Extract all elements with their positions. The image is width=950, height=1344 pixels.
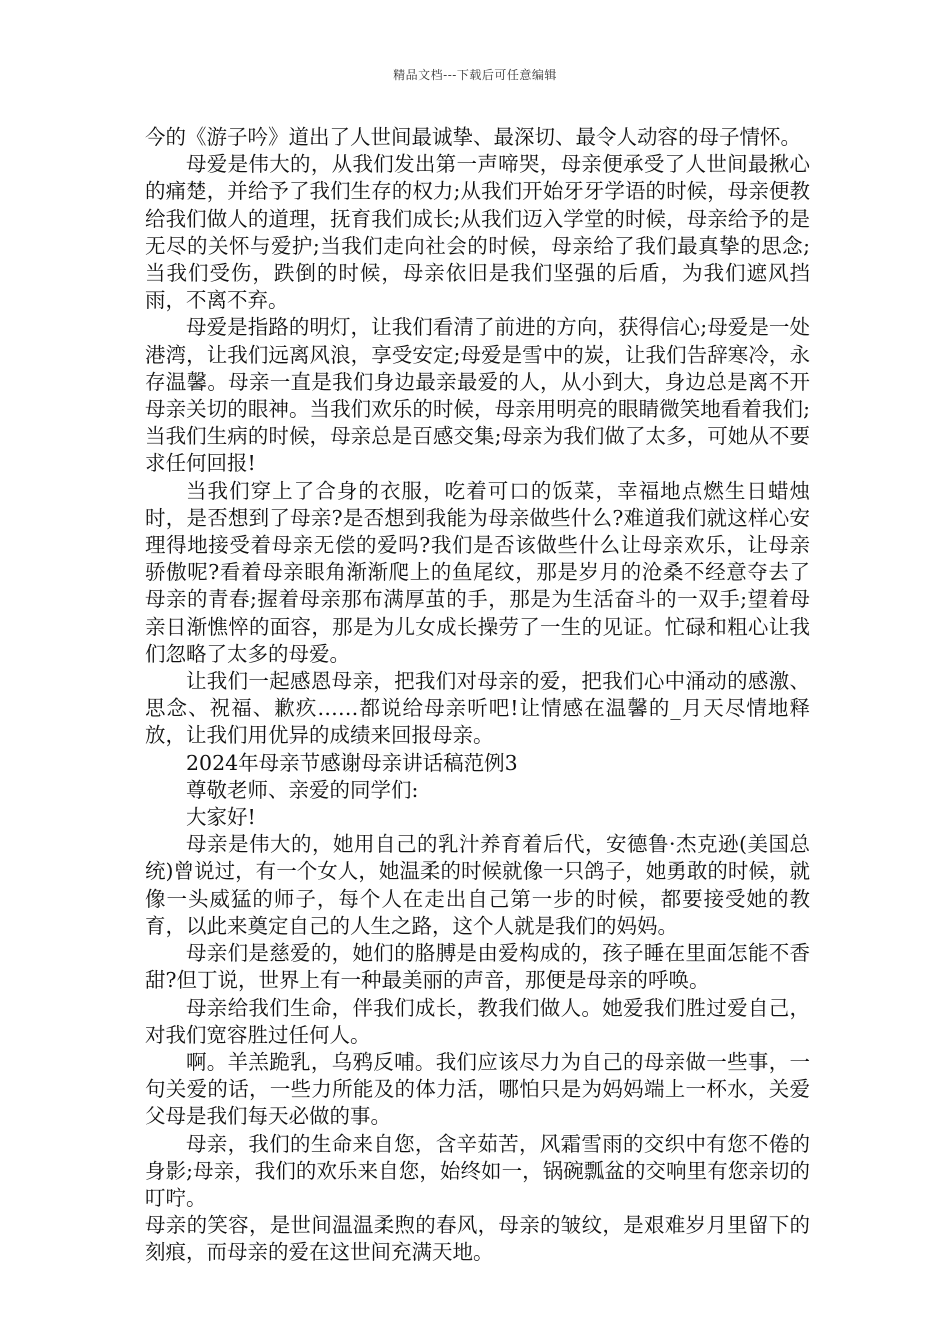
paragraph-continuation: 今的《游子吟》道出了人世间最诚挚、最深切、最令人动容的母子情怀。 [145, 125, 801, 149]
paragraph: 母亲给我们生命，伴我们成长，教我们做人。她爱我们胜过爱自己，对我们宽容胜过任何人。 [145, 995, 810, 1047]
paragraph: 母亲是伟大的，她用自己的乳汁养育着后代，安德鲁·杰克逊(美国总统)曾说过，有一个女人，她温柔的时候就像一只鸽子，她勇敢的时候，就像一头威猛的师子，每个人在走出自己第一步的时候，都要接受她的教育，以此来奠定自己的人生之路，这个人就是我们的妈妈。 [145, 832, 810, 938]
document-body [145, 124, 810, 1267]
paragraph-final: 母亲的笑容，是世间温温柔煦的春风，母亲的皱纹，是艰难岁月里留下的刻痕，而母亲的爱在这世间充满天地。 [145, 1213, 810, 1265]
paragraph: 啊。羊羔跪乳，乌鸦反哺。我们应该尽力为自己的母亲做一些事，一句关爱的话，一些力所能及的体力活，哪怕只是为妈妈端上一杯水，关爱父母是我们每天必做的事。 [145, 1049, 810, 1129]
paragraph: 母亲，我们的生命来自您，含辛茹苦，风霜雪雨的交织中有您不倦的身影;母亲，我们的欢乐来自您，始终如一，锅碗瓢盆的交响里有您亲切的叮咛。 [145, 1131, 810, 1210]
greeting: 大家好! [186, 805, 256, 830]
paragraph: 母爱是伟大的，从我们发出第一声啼哭，母亲便承受了人世间最揪心的痛楚，并给予了我们生存的权力;从我们开始牙牙学语的时候，母亲便教给我们做人的道理，抚育我们成长;从我们迈入学堂的时候，母亲给予的是无尽的关怀与爱护;当我们走向社会的时候，母亲给了我们最真挚的思念;当我们受伤，跌倒的时候，母亲依旧是我们坚强的后盾，为我们遮风挡雨，不离不弃。 [145, 152, 810, 313]
paragraph: 当我们穿上了合身的衣服，吃着可口的饭菜，幸福地点燃生日蜡烛时，是否想到了母亲?是否想到我能为母亲做些什么?难道我们就这样心安理得地接受着母亲无偿的爱吗?我们是否该做些什么让母亲欢乐，让母亲骄傲呢?看着母亲眼角渐渐爬上的鱼尾纹，那是岁月的沧桑不经意夺去了母亲的青春;握着母亲那布满厚茧的手，那是为生活奋斗的一双手;望着母亲日渐憔悴的面容，那是为儿女成长操劳了一生的见证。忙碌和粗心让我们忽略了太多的母爱。 [145, 478, 810, 666]
page-header: 精品文档---下载后可任意编辑 [393, 68, 557, 82]
paragraph: 母亲们是慈爱的，她们的胳膊是由爱构成的，孩子睡在里面怎能不香甜?但丁说，世界上有一种最美丽的声音，那便是母亲的呼唤。 [145, 941, 810, 993]
paragraph: 母爱是指路的明灯，让我们看清了前进的方向，获得信心;母爱是一处港湾，让我们远离风浪，享受安定;母爱是雪中的炭，让我们告辞寒冷，永存温馨。母亲一直是我们身边最亲最爱的人，从小到大，身边总是离不开母亲关切的眼神。当我们欢乐的时候，母亲用明亮的眼睛微笑地看着我们;当我们生病的时候，母亲总是百感交集;母亲为我们做了太多，可她从不要求任何回报! [145, 315, 810, 476]
section-title: 2024年母亲节感谢母亲讲话稿范例3 [186, 750, 518, 775]
paragraph: 让我们一起感恩母亲，把我们对母亲的爱，把我们心中涌动的感激、思念、祝福、歉疚……都说给母亲听吧!让情感在温馨的_月天尽情地释放，让我们用优异的成绩来回报母亲。 [145, 669, 810, 748]
salutation: 尊敬老师、亲爱的同学们: [186, 777, 419, 802]
